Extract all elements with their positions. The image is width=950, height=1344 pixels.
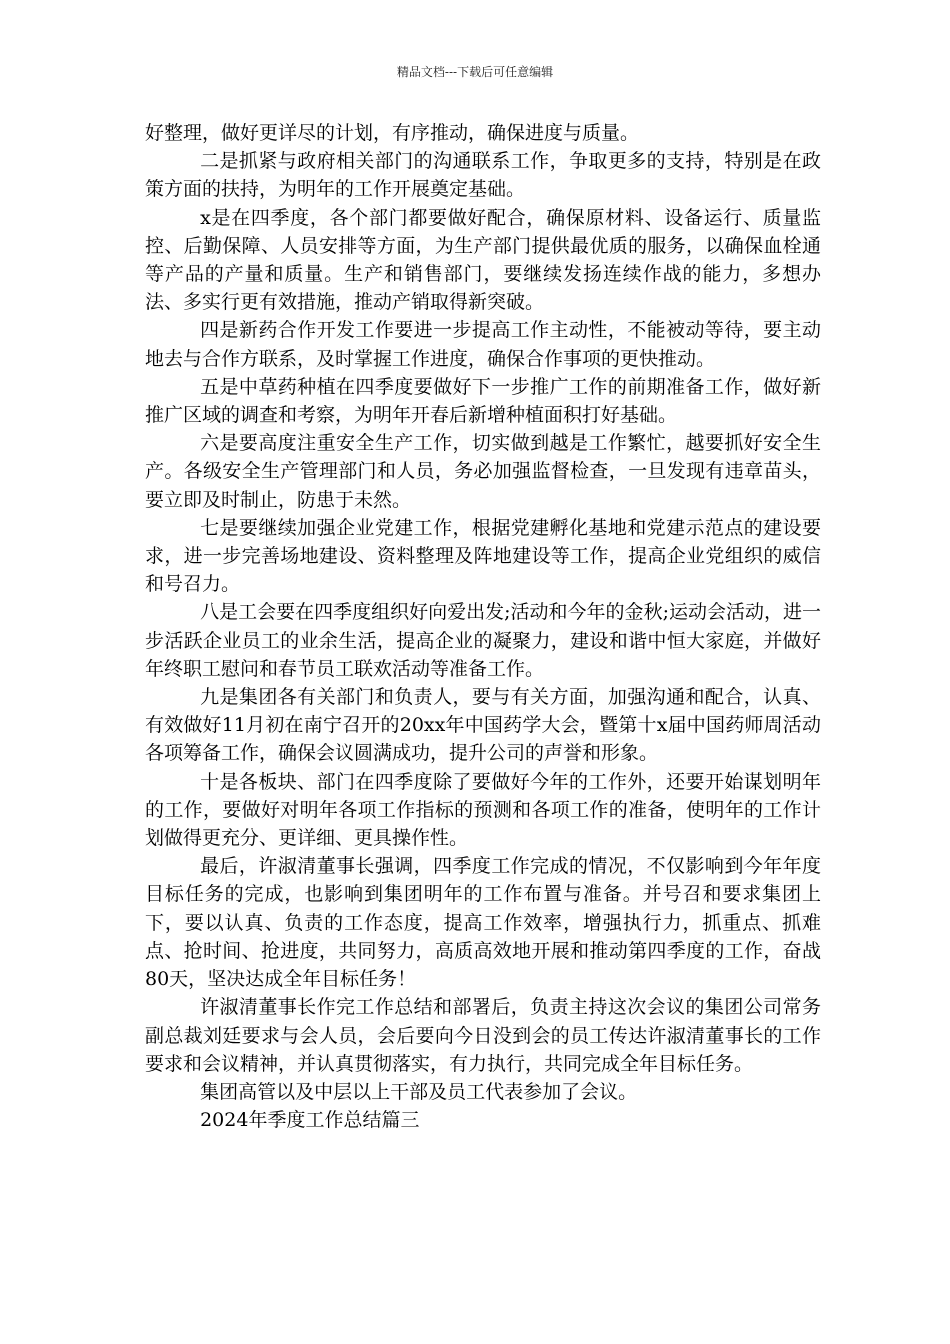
paragraph-attendees: 集团高管以及中层以上干部及员工代表参加了会议。 [200, 1080, 638, 1103]
paragraph-item-10: 十是各板块、部门在四季度除了要做好今年的工作外，还要开始谋划明年的工作，要做好对明年各项工作指标的预测和各项工作的准备，使明年的工作计划做得更充分、更详细、更具操作性。 [145, 770, 821, 850]
paragraph-item-7: 七是要继续加强企业党建工作，根据党建孵化基地和党建示范点的建设要求，进一步完善场地建设、资料整理及阵地建设等工作，提高企业党组织的威信和号召力。 [145, 516, 821, 596]
section-heading: 2024年季度工作总结篇三 [200, 1109, 420, 1132]
paragraph-item-5: 五是中草药种植在四季度要做好下一步推广工作的前期准备工作，做好新推广区域的调查和考察，为明年开春后新增种植面积打好基础。 [145, 375, 821, 427]
paragraph-item-4: 四是新药合作开发工作要进一步提高工作主动性，不能被动等待，要主动地去与合作方联系，及时掌握工作进度，确保合作事项的更快推动。 [145, 319, 821, 370]
paragraph-meeting-wrapup: 许淑清董事长作完工作总结和部署后，负责主持这次会议的集团公司常务副总裁刘廷要求与会人员，会后要向今日没到会的员工传达许淑清董事长的工作要求和会议精神，并认真贯彻落实，有力执行，共同完成全年目标任务。 [145, 996, 821, 1075]
paragraph-item-9: 九是集团各有关部门和负责人，要与有关方面，加强沟通和配合，认真、有效做好11月初在南宁召开的20xx年中国药学大会，暨第十x届中国药师周活动各项筹备工作，确保会议圆满成功，提升公司的声誉和形象。 [145, 686, 821, 765]
paragraph-closing-remarks: 最后，许淑清董事长强调，四季度工作完成的情况，不仅影响到今年年度目标任务的完成，也影响到集团明年的工作布置与准备。并号召和要求集团上下，要以认真、负责的工作态度，提高工作效率，增强执行力，抓重点、抓难点、抢时间、抢进度，共同努力，高质高效地开展和推动第四季度的工作，奋战80天，坚决达成全年目标任务！ [145, 855, 821, 991]
page-header: 精品文档---下载后可任意编辑 [396, 65, 554, 79]
paragraph-continuation: 好整理，做好更详尽的计划，有序推动，确保进度与质量。 [145, 122, 640, 144]
paragraph-item-8: 八是工会要在四季度组织好向爱出发;活动和今年的金秋;运动会活动，进一步活跃企业员工的业余生活，提高企业的凝聚力，建设和谐中恒大家庭，并做好年终职工慰问和春节员工联欢活动等准备工作。 [145, 601, 821, 680]
document-body [145, 119, 821, 1134]
paragraph-item-6: 六是要高度注重安全生产工作，切实做到越是工作繁忙，越要抓好安全生产。各级安全生产管理部门和人员，务必加强监督检查，一旦发现有违章苗头，要立即及时制止，防患于未然。 [145, 432, 821, 511]
paragraph-item-2: 二是抓紧与政府相关部门的沟通联系工作，争取更多的支持，特别是在政策方面的扶持，为明年的工作开展奠定基础。 [145, 150, 821, 201]
paragraph-item-3: x是在四季度，各个部门都要做好配合，确保原材料、设备运行、质量监控、后勤保障、人员安排等方面，为生产部门提供最优质的服务，以确保血栓通等产品的产量和质量。生产和销售部门，要继续发扬连续作战的能力，多想办法、多实行更有效措施，推动产销取得新突破。 [145, 206, 821, 314]
